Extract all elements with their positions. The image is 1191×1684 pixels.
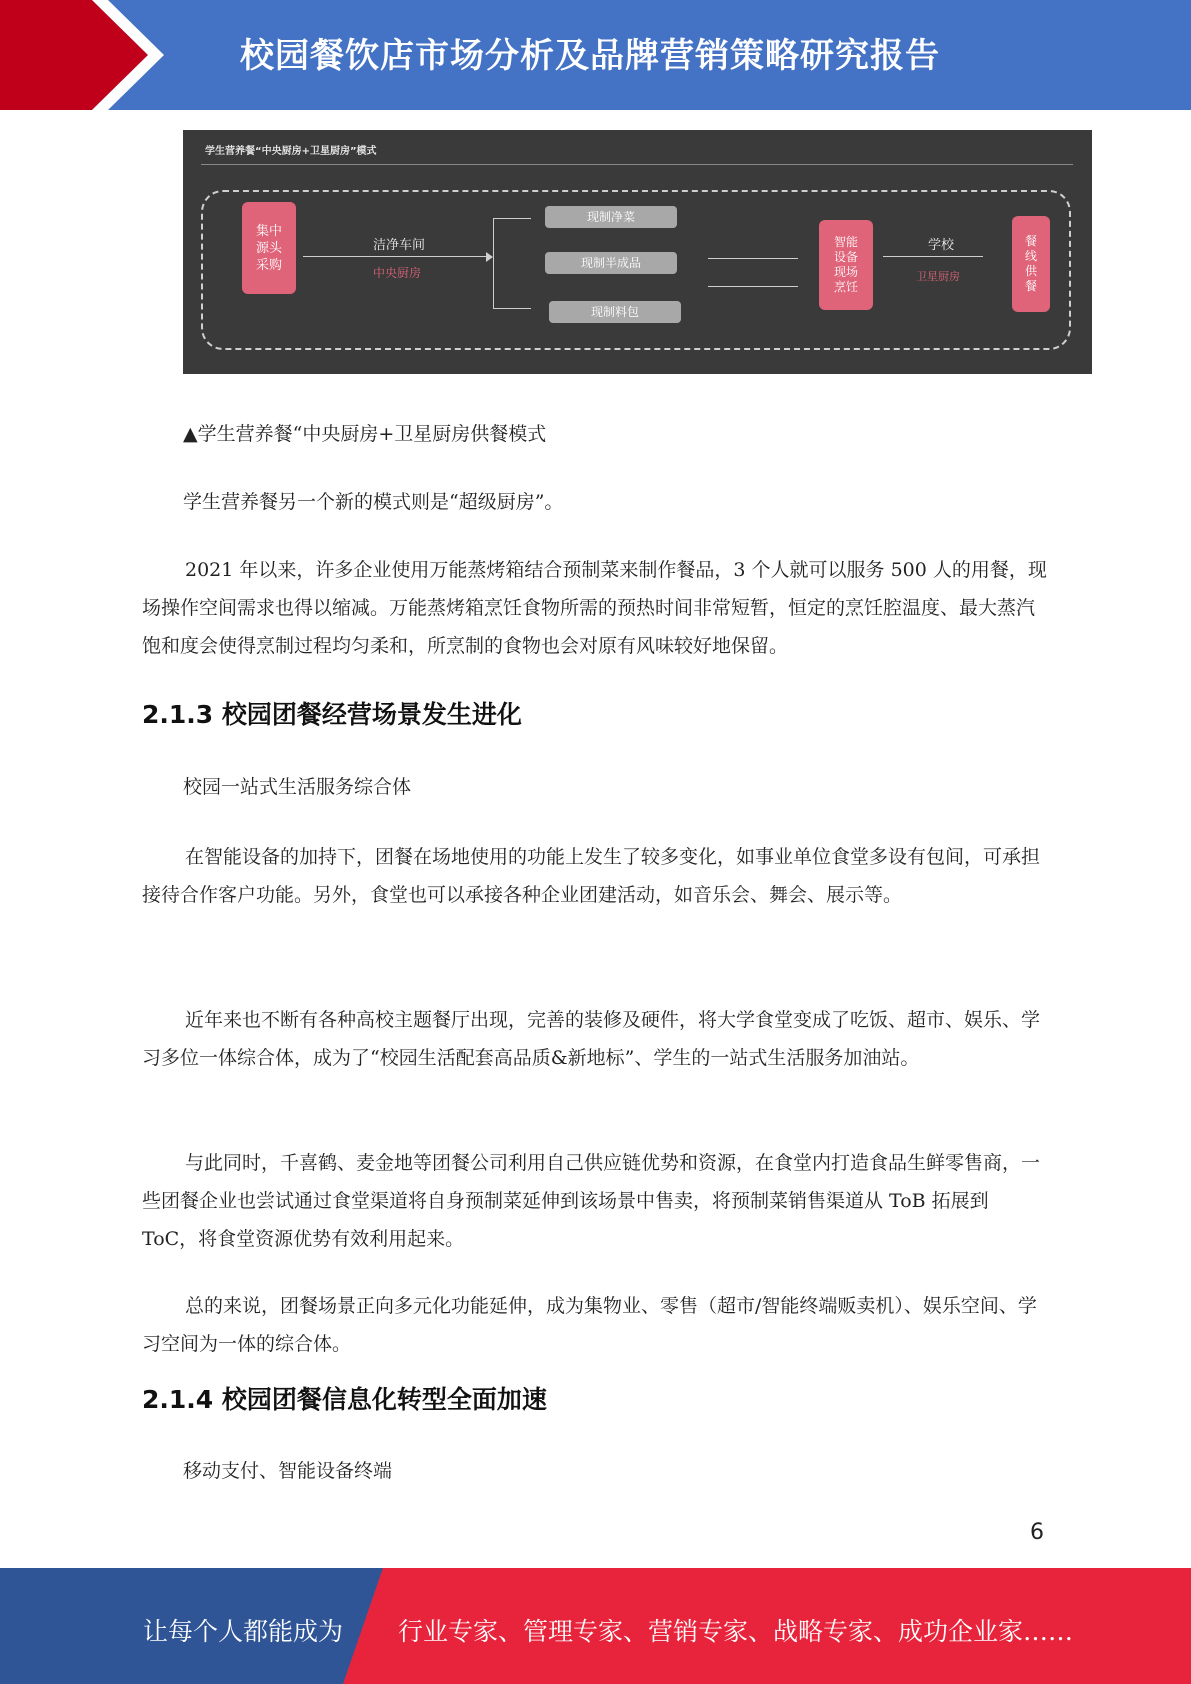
source-procurement-box: 集中 源头 采购 [242, 202, 296, 294]
diagram-title-rule [201, 164, 1073, 165]
arrow-head [486, 252, 493, 262]
arrow-to-products [303, 256, 488, 257]
clean-room-label: 洁净车间 [373, 238, 426, 253]
paragraph-theme-restaurants: 近年来也不断有各种高校主题餐厅出现，完善的装修及硬件，将大学食堂变成了吃饭、超市、娱乐、学习多位一体综合体，成为了“校园生活配套高品质&新地标”、学生的一站式生活服务加油站。 [142, 1009, 1041, 1069]
report-title: 校园餐饮店市场分析及品牌营销策略研究报告 [240, 36, 940, 76]
footer-slogan-right: 行业专家、管理专家、营销专家、战略专家、成功企业家…… [398, 1617, 1074, 1646]
central-kitchen-label: 中央厨房 [373, 266, 422, 280]
page-number: 6 [1030, 1520, 1044, 1545]
smart-to-delivery-line [883, 256, 983, 257]
product-fresh-veg: 现制净菜 [545, 206, 677, 228]
footer-slogan-left: 让每个人都能成为 [143, 1617, 344, 1646]
products-to-smart-line-1 [708, 258, 798, 259]
product-sauce-pack: 现制料包 [549, 301, 681, 323]
school-label: 学校 [928, 238, 955, 253]
product-semi-finished: 现制半成品 [545, 252, 677, 274]
smart-cooking-box: 智能 设备 现场 烹饪 [819, 220, 873, 310]
paragraph-supply-chain: 与此同时，千喜鹤、麦金地等团餐公司利用自己供应链优势和资源，在食堂内打造食品生鲜零售商，一些团餐企业也尝试通过食堂渠道将自身预制菜延伸到该场景中售卖，将预制菜销售渠道从 ToB 拓展到 ToC，将食堂资源优势有效利用起来。 [142, 1152, 1041, 1250]
paragraph-steam-oven: 2021 年以来，许多企业使用万能蒸烤箱结合预制菜来制作餐品，3 个人就可以服务 500 人的用餐，现场操作空间需求也得以缩减。万能蒸烤箱烹饪食物所需的预热时间非常短暂，恒定的烹饪腔温度、最大蒸汽饱和度会使得烹制过程均匀柔和，所烹制的食物也会对原有风味较好地保留。 [142, 559, 1047, 657]
figure-caption: ▲学生营养餐“中央厨房+卫星厨房供餐模式 [183, 423, 547, 445]
satellite-kitchen-label: 卫星厨房 [916, 270, 960, 283]
section-heading-2-1-4: 2.1.4 校园团餐信息化转型全面加速 [142, 1385, 547, 1414]
paragraph-mobile-payment: 移动支付、智能设备终端 [183, 1460, 393, 1482]
kitchen-model-diagram [183, 130, 1092, 374]
page-header [0, 0, 1191, 110]
bracket-top [493, 218, 531, 219]
paragraph-super-kitchen: 学生营养餐另一个新的模式则是“超级厨房”。 [183, 491, 564, 513]
paragraph-one-stop: 校园一站式生活服务综合体 [183, 776, 412, 798]
header-red-chevron [0, 0, 200, 110]
section-heading-2-1-3: 2.1.3 校园团餐经营场景发生进化 [142, 700, 522, 729]
diagram-title: 学生营养餐“中央厨房+卫星厨房”模式 [205, 146, 377, 157]
bracket-bottom [493, 308, 531, 309]
paragraph-summary: 总的来说，团餐场景正向多元化功能延伸，成为集物业、零售（超市/智能终端贩卖机）、娱乐空间、学习空间为一体的综合体。 [142, 1295, 1037, 1355]
paragraph-smart-equipment: 在智能设备的加持下，团餐在场地使用的功能上发生了较多变化，如事业单位食堂多设有包间，可承担接待合作客户功能。另外，食堂也可以承接各种企业团建活动，如音乐会、舞会、展示等。 [142, 846, 1041, 906]
products-bracket [493, 218, 494, 308]
delivery-box: 餐 线 供 餐 [1012, 216, 1050, 312]
products-to-smart-line-2 [708, 286, 798, 287]
